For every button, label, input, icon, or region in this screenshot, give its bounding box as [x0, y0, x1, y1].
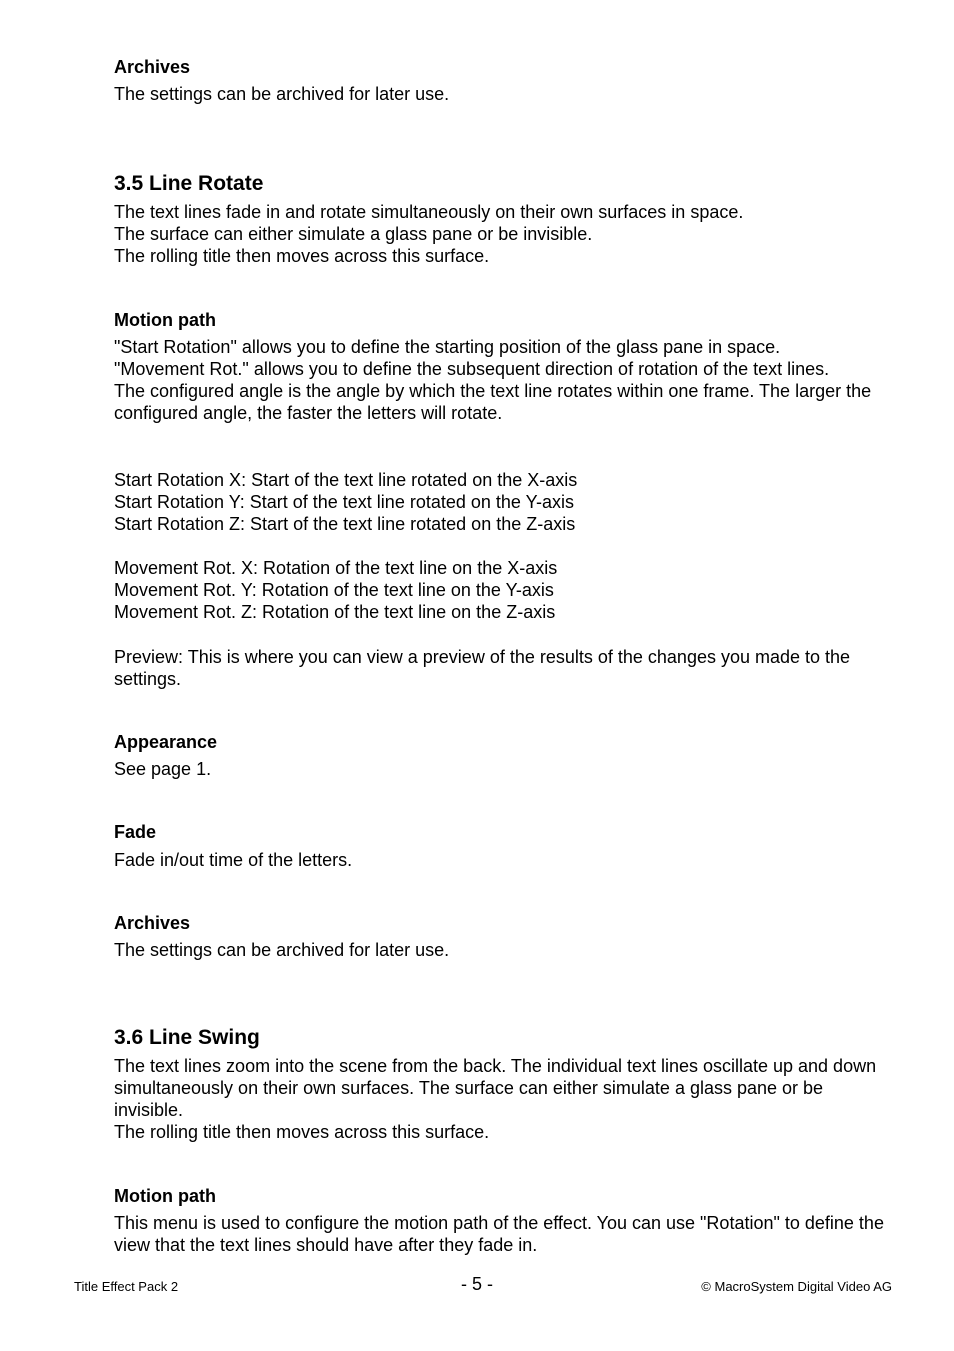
- start-rotation-y: Start Rotation Y: Start of the text line rotated on the Y-axis: [114, 492, 574, 512]
- motion-path-description: [114, 336, 884, 424]
- footer-document-title: Title Effect Pack 2: [74, 1279, 179, 1294]
- start-rotation-list: [114, 469, 884, 535]
- movement-rot-y: Movement Rot. Y: Rotation of the text line on the Y-axis: [114, 580, 554, 600]
- preview-text: Preview: This is where you can view a preview of the results of the changes you made to the settings.: [114, 647, 851, 689]
- archives-text: The settings can be archived for later use.: [114, 84, 450, 104]
- archives-heading-2: Archives: [114, 913, 191, 933]
- section-heading-line-rotate: 3.5 Line Rotate: [114, 172, 264, 195]
- motion-path-heading: Motion path: [114, 310, 216, 330]
- start-rotation-x: Start Rotation X: Start of the text line rotated on the X-axis: [114, 470, 578, 490]
- motion-path-line-1: "Start Rotation" allows you to define the starting position of the glass pane in space.: [114, 337, 781, 357]
- line-rotate-line-1: The text lines fade in and rotate simultaneously on their own surfaces in space.: [114, 202, 744, 222]
- movement-rot-x: Movement Rot. X: Rotation of the text line on the X-axis: [114, 558, 558, 578]
- line-rotate-line-2: The surface can either simulate a glass pane or be invisible.: [114, 224, 593, 244]
- movement-rot-list: [114, 557, 884, 623]
- line-swing-line-2: The rolling title then moves across this surface.: [114, 1122, 490, 1142]
- archives-text-2: The settings can be archived for later use.: [114, 940, 450, 960]
- line-rotate-description: [114, 201, 884, 267]
- movement-rot-z: Movement Rot. Z: Rotation of the text line on the Z-axis: [114, 602, 556, 622]
- footer-copyright: © MacroSystem Digital Video AG: [701, 1279, 892, 1294]
- fade-heading: Fade: [114, 822, 157, 842]
- motion-path-text-2: This menu is used to configure the motion path of the effect. You can use "Rotation" to define the view that the text lines should have after they fade in.: [114, 1213, 884, 1255]
- section-heading-line-swing: 3.6 Line Swing: [114, 1026, 260, 1049]
- appearance-text: See page 1.: [114, 759, 212, 779]
- fade-text: Fade in/out time of the letters.: [114, 850, 353, 870]
- appearance-heading: Appearance: [114, 732, 218, 752]
- footer-page-number: - 5 -: [460, 1274, 493, 1294]
- line-rotate-line-3: The rolling title then moves across this surface.: [114, 246, 490, 266]
- motion-path-line-2: "Movement Rot." allows you to define the subsequent direction of rotation of the text lines.: [114, 359, 830, 379]
- start-rotation-z: Start Rotation Z: Start of the text line rotated on the Z-axis: [114, 514, 576, 534]
- motion-path-heading-2: Motion path: [114, 1186, 216, 1206]
- line-swing-line-1: The text lines zoom into the scene from the back. The individual text lines oscillate up and down simultaneously on their own surfaces. The surface can either simulate a glass pane or be invisible.: [114, 1056, 877, 1120]
- line-swing-description: [114, 1055, 884, 1143]
- archives-heading: Archives: [114, 57, 191, 77]
- motion-path-line-3: The configured angle is the angle by which the text line rotates within one frame. The larger the configured angle, the faster the letters will rotate.: [114, 381, 872, 423]
